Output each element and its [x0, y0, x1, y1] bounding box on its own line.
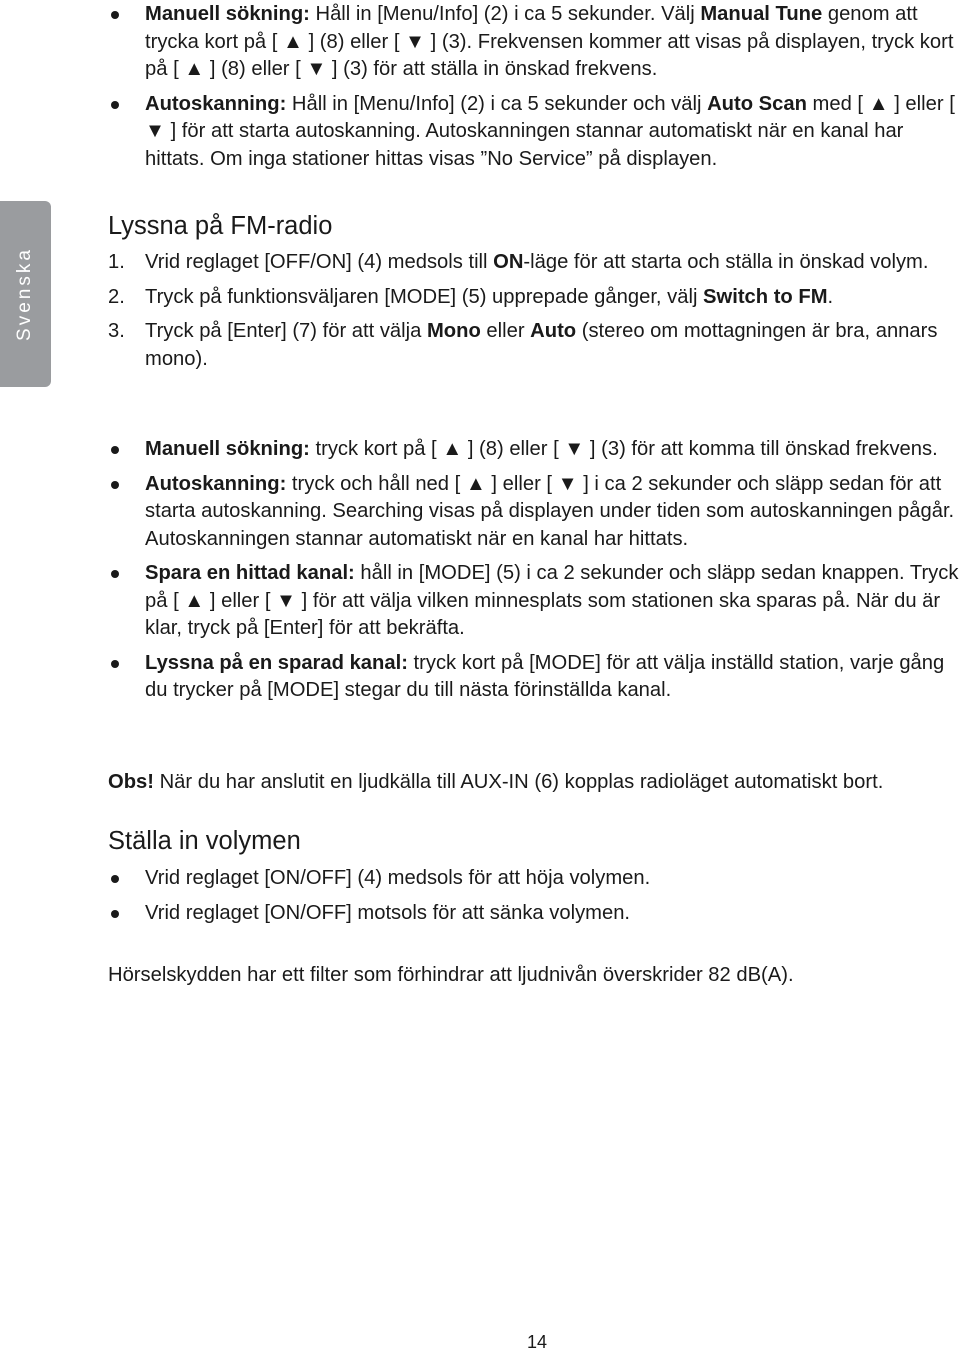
step-text: (stereo om mottagningen är bra, annars mono). [145, 320, 938, 370]
list-item [108, 249, 960, 277]
step-number: 2. [108, 285, 125, 308]
bullet-term: Manuell sökning: [145, 3, 310, 25]
bullet-text: med [ ▲ ] eller [ ▼ ] för att starta autoskanning. Autoskanningen stannar automatiskt när en kanal har hittats. Om inga stationer hittas visas ”No Service” på displayen. [145, 92, 955, 170]
step-term: ON [493, 251, 524, 273]
fm-step-list [108, 249, 960, 373]
step-number: 3. [108, 320, 125, 342]
step-text: . [827, 285, 834, 308]
list-item [108, 650, 960, 705]
page-number: 14 [526, 1332, 548, 1352]
section-heading-fm: Lyssna på FM-radio [108, 212, 333, 240]
step-text: eller [480, 320, 531, 342]
language-side-tab [0, 201, 51, 387]
step-text: Vrid reglaget [OFF/ON] (4) medsols till [145, 251, 494, 273]
fm-bullet-list [108, 436, 960, 705]
bullet-text: tryck och håll ned [ ▲ ] eller [ ▼ ] i ca 2 sekunder och släpp sedan för att starta autoskanning. Searching visas på displayen under tiden som autoskanningen pågår. Autoskanningen stannar automatiskt när en kanal har hittats. [145, 472, 955, 550]
intro-bullet-list [108, 1, 960, 173]
bullet-term: Manuell sökning: [145, 438, 310, 460]
step-text: Tryck på [Enter] (7) för att välja [145, 320, 427, 342]
note-text: När du har anslutit en ljudkälla till AUX-IN (6) kopplas radioläget automatiskt bort. [153, 771, 884, 793]
note-label: Obs! [108, 771, 154, 793]
bullet-term: Manual Tune [700, 3, 823, 25]
bullet-term: Autoskanning: [145, 472, 287, 495]
list-item [108, 284, 960, 312]
list-item [108, 471, 960, 554]
bullet-text: håll in [MODE] (5) i ca 2 sekunder och släpp sedan knappen. Tryck på [ ▲ ] eller [ ▼ ] för att välja vilken minnesplats som stationen ska sparas på. När du är klar, tryck på [Enter] för att bekräfta. [145, 562, 959, 639]
step-number: 1. [108, 251, 125, 273]
bullet-text: Håll in [Menu/Info] (2) i ca 5 sekunder. Välj [309, 3, 701, 25]
footer-paragraph: Hörselskydden har ett filter som förhindrar att ljudnivån överskrider 82 dB(A). [108, 964, 794, 986]
step-text: Tryck på funktionsväljaren [MODE] (5) upprepade gånger, välj [145, 285, 704, 308]
step-term: Switch to FM [703, 285, 828, 308]
list-item [108, 318, 960, 373]
list-item [108, 1, 960, 84]
bullet-term: Spara en hittad kanal: [145, 562, 355, 584]
bullet-term: Autoskanning: [145, 92, 287, 115]
list-item [108, 560, 960, 643]
step-term: Auto [530, 320, 577, 342]
section-heading-volume: Ställa in volymen [108, 827, 301, 855]
side-tab-label: Svenska [14, 247, 35, 341]
list-item: Vrid reglaget [ON/OFF] (4) medsols för att höja volymen. [108, 865, 960, 893]
step-term: Mono [426, 320, 481, 342]
list-item [108, 436, 960, 464]
bullet-text: genom att trycka kort på [ ▲ ] (8) eller [ ▼ ] (3). Frekvensen kommer att visas på displayen, tryck kort på [ ▲ ] (8) eller [ ▼ ] (3) för att ställa in önskad frekvens. [145, 3, 954, 80]
bullet-text: tryck kort på [MODE] för att välja inställd station, varje gång du trycker på [MODE] stegar du till nästa förinställda kanal. [145, 651, 945, 701]
bullet-term: Lyssna på en sparad kanal: [145, 651, 408, 674]
note-paragraph [108, 769, 960, 797]
bullet-text: tryck kort på [ ▲ ] (8) eller [ ▼ ] (3) för att komma till önskad frekvens. [309, 438, 938, 460]
bullet-term: Auto Scan [707, 92, 807, 115]
list-item: Vrid reglaget [ON/OFF] motsols för att sänka volymen. [108, 900, 960, 928]
step-text: -läge för att starta och ställa in önskad volym. [523, 251, 929, 273]
list-item [108, 91, 960, 174]
bullet-text: Håll in [Menu/Info] (2) i ca 5 sekunder och välj [286, 92, 708, 115]
volume-bullet-list [108, 865, 960, 927]
